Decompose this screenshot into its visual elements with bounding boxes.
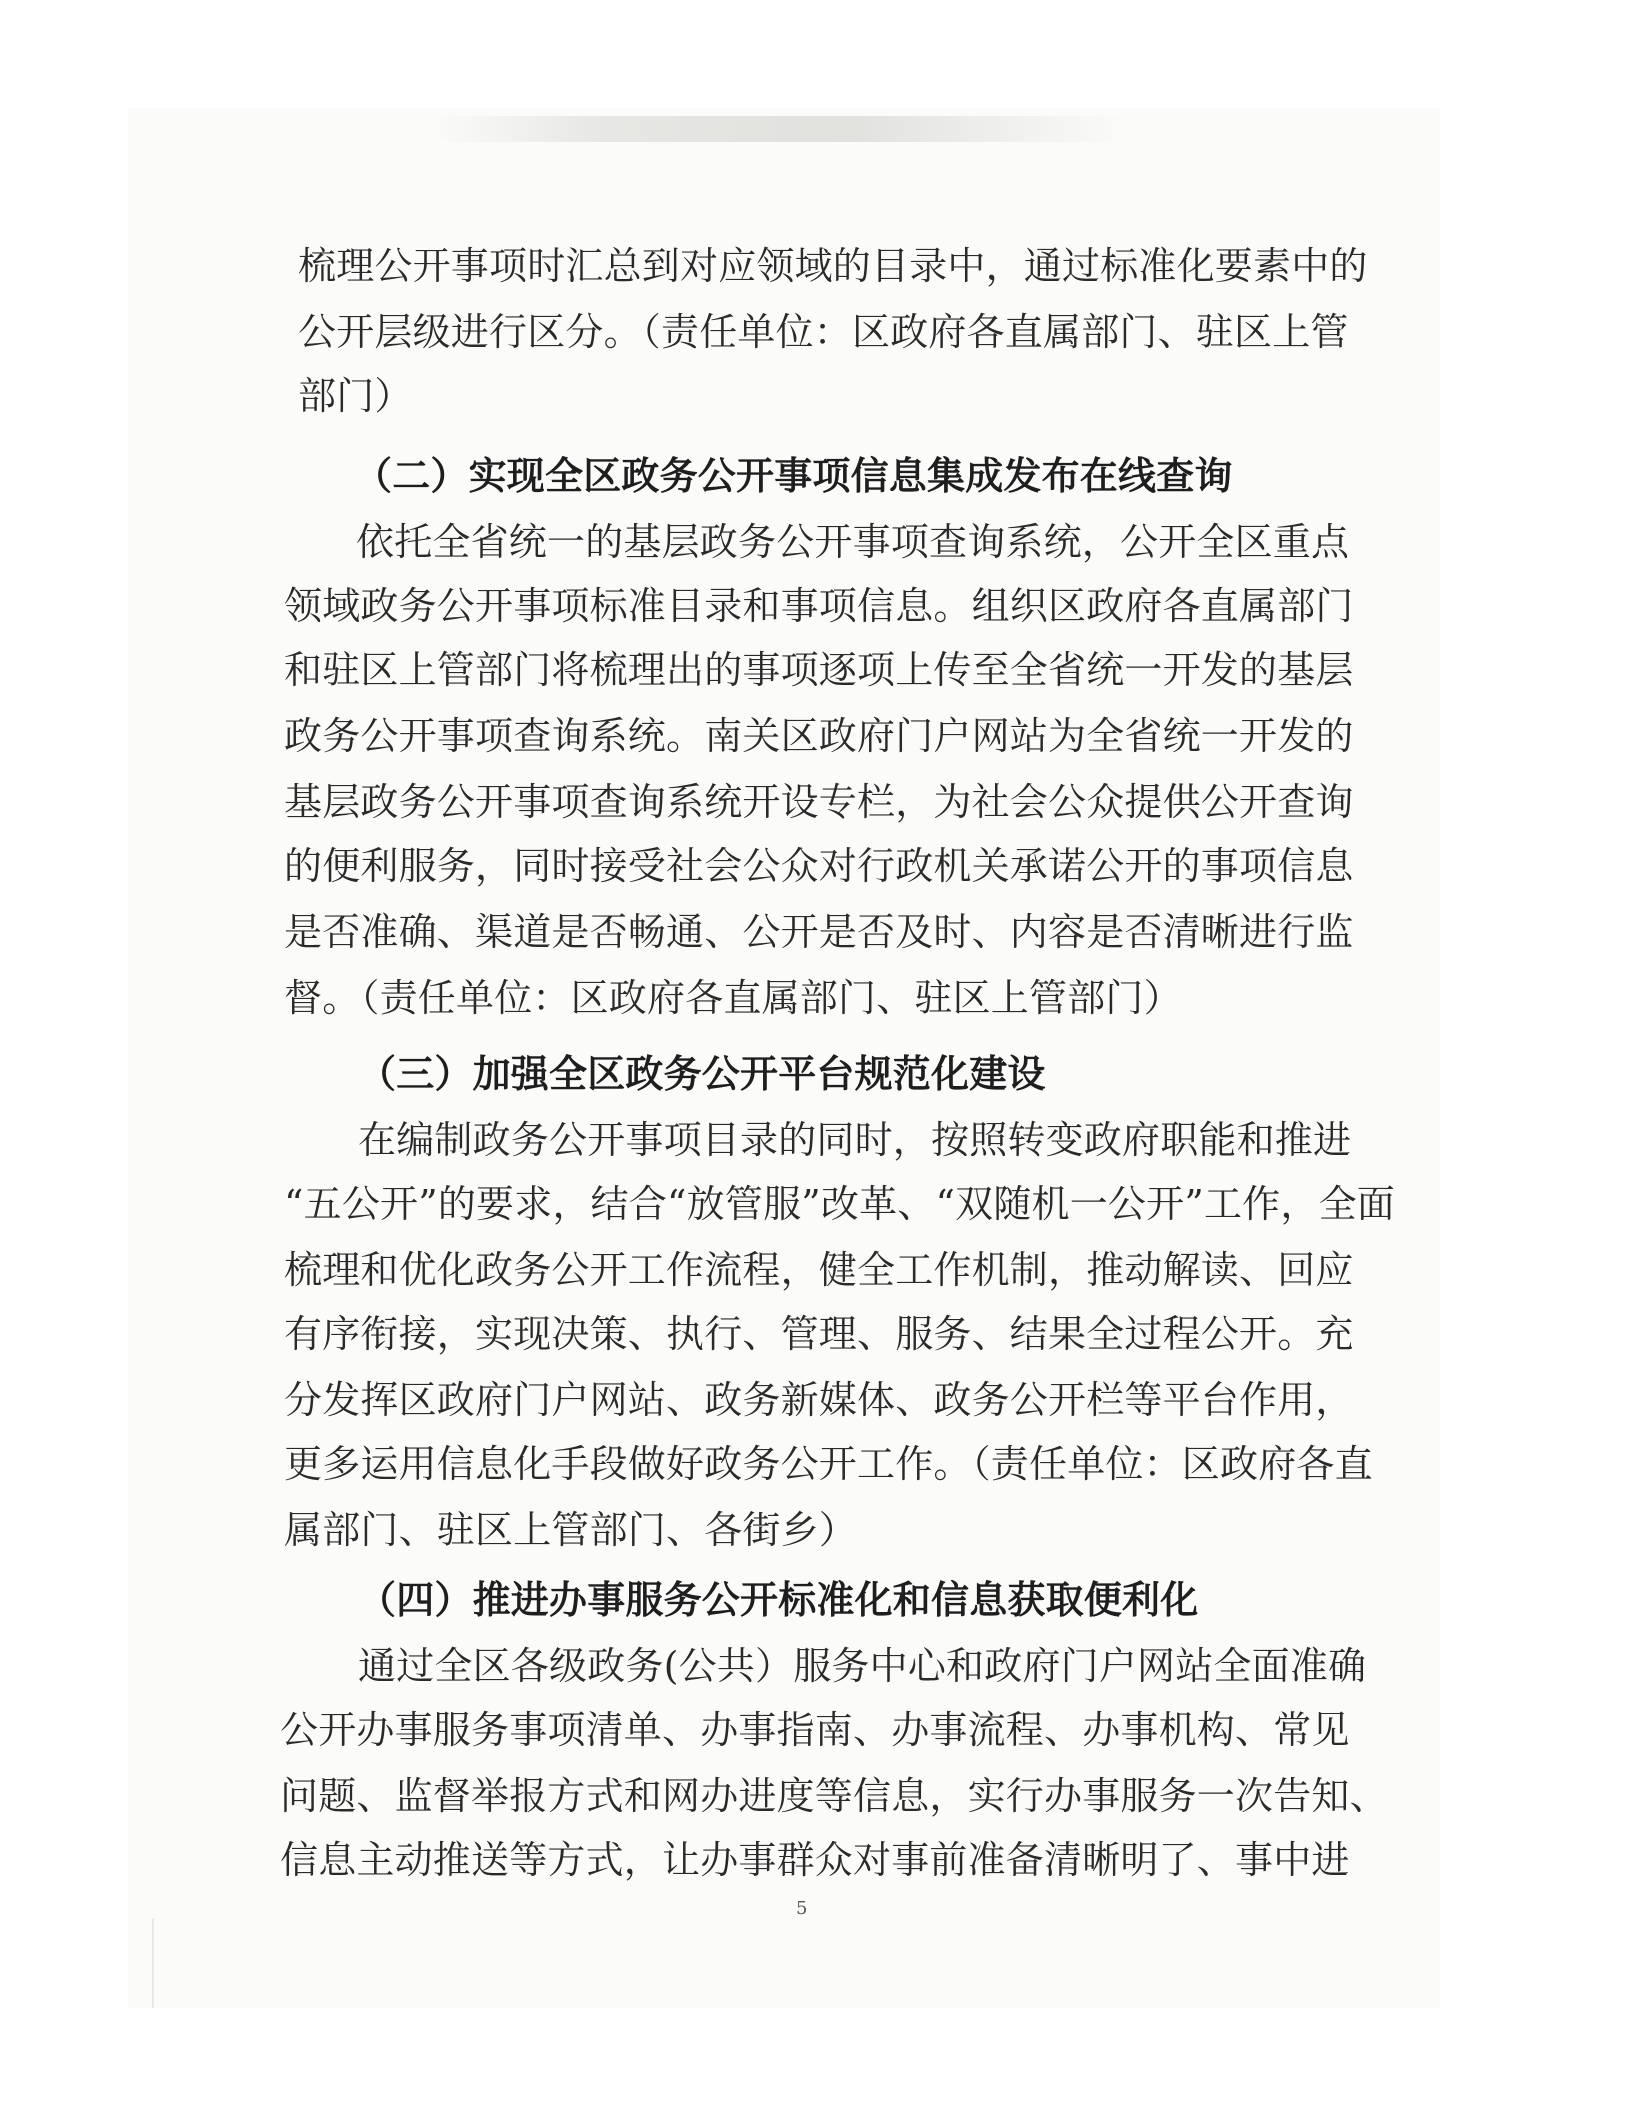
body-line: 信息主动推送等方式，让办事群众对事前准备清晰明了、事中进 — [280, 1838, 1350, 1882]
body-line: 在编制政务公开事项目录的同时，按照转变政府职能和推进 — [358, 1118, 1352, 1162]
body-line: 更多运用信息化手段做好政务公开工作。（责任单位：区政府各直 — [284, 1442, 1373, 1486]
body-line: “五公开”的要求，结合“放管服”改革、“双随机一公开”工作，全面 — [284, 1182, 1395, 1226]
body-line: 通过全区各级政务(公共）服务中心和政府门户网站全面准确 — [358, 1644, 1367, 1688]
body-line: 是否准确、渠道是否畅通、公开是否及时、内容是否清晰进行监 — [284, 910, 1354, 954]
body-line: 基层政务公开事项查询系统开设专栏，为社会公众提供公开查询 — [284, 780, 1354, 824]
body-line: 问题、监督举报方式和网办进度等信息，实行办事服务一次告知、 — [280, 1774, 1388, 1818]
section-heading: （三）加强全区政务公开平台规范化建设 — [358, 1051, 1046, 1096]
body-line: 督。（责任单位：区政府各直属部门、驻区上管部门） — [284, 976, 1182, 1020]
body-line: 政务公开事项查询系统。南关区政府门户网站为全省统一开发的 — [284, 714, 1354, 758]
body-line: 领域政务公开事项标准目录和事项信息。组织区政府各直属部门 — [284, 584, 1354, 628]
scan-artifact-edge — [152, 1918, 154, 2008]
body-line: 属部门、驻区上管部门、各街乡） — [284, 1508, 858, 1552]
body-line: 公开办事服务事项清单、办事指南、办事流程、办事机构、常见 — [280, 1708, 1350, 1752]
body-line: 和驻区上管部门将梳理出的事项逐项上传至全省统一开发的基层 — [284, 648, 1354, 692]
body-line: 分发挥区政府门户网站、政务新媒体、政务公开栏等平台作用， — [284, 1378, 1354, 1422]
body-line: 梳理和优化政务公开工作流程，健全工作机制，推动解读、回应 — [284, 1248, 1354, 1292]
scan-artifact — [430, 116, 1130, 142]
body-line: 有序衔接，实现决策、执行、管理、服务、结果全过程公开。充 — [284, 1312, 1354, 1356]
page-number: 5 — [796, 1898, 808, 1919]
section-heading: （二）实现全区政务公开事项信息集成发布在线查询 — [354, 453, 1233, 498]
body-line: 梳理公开事项时汇总到对应领域的目录中，通过标准化要素中的 — [298, 244, 1368, 288]
body-line: 的便利服务，同时接受社会公众对行政机关承诺公开的事项信息 — [284, 844, 1354, 888]
body-line: 部门） — [298, 374, 413, 418]
section-heading: （四）推进办事服务公开标准化和信息获取便利化 — [358, 1577, 1199, 1622]
body-line: 依托全省统一的基层政务公开事项查询系统，公开全区重点 — [356, 520, 1350, 564]
body-line: 公开层级进行区分。（责任单位：区政府各直属部门、驻区上管 — [298, 310, 1349, 354]
